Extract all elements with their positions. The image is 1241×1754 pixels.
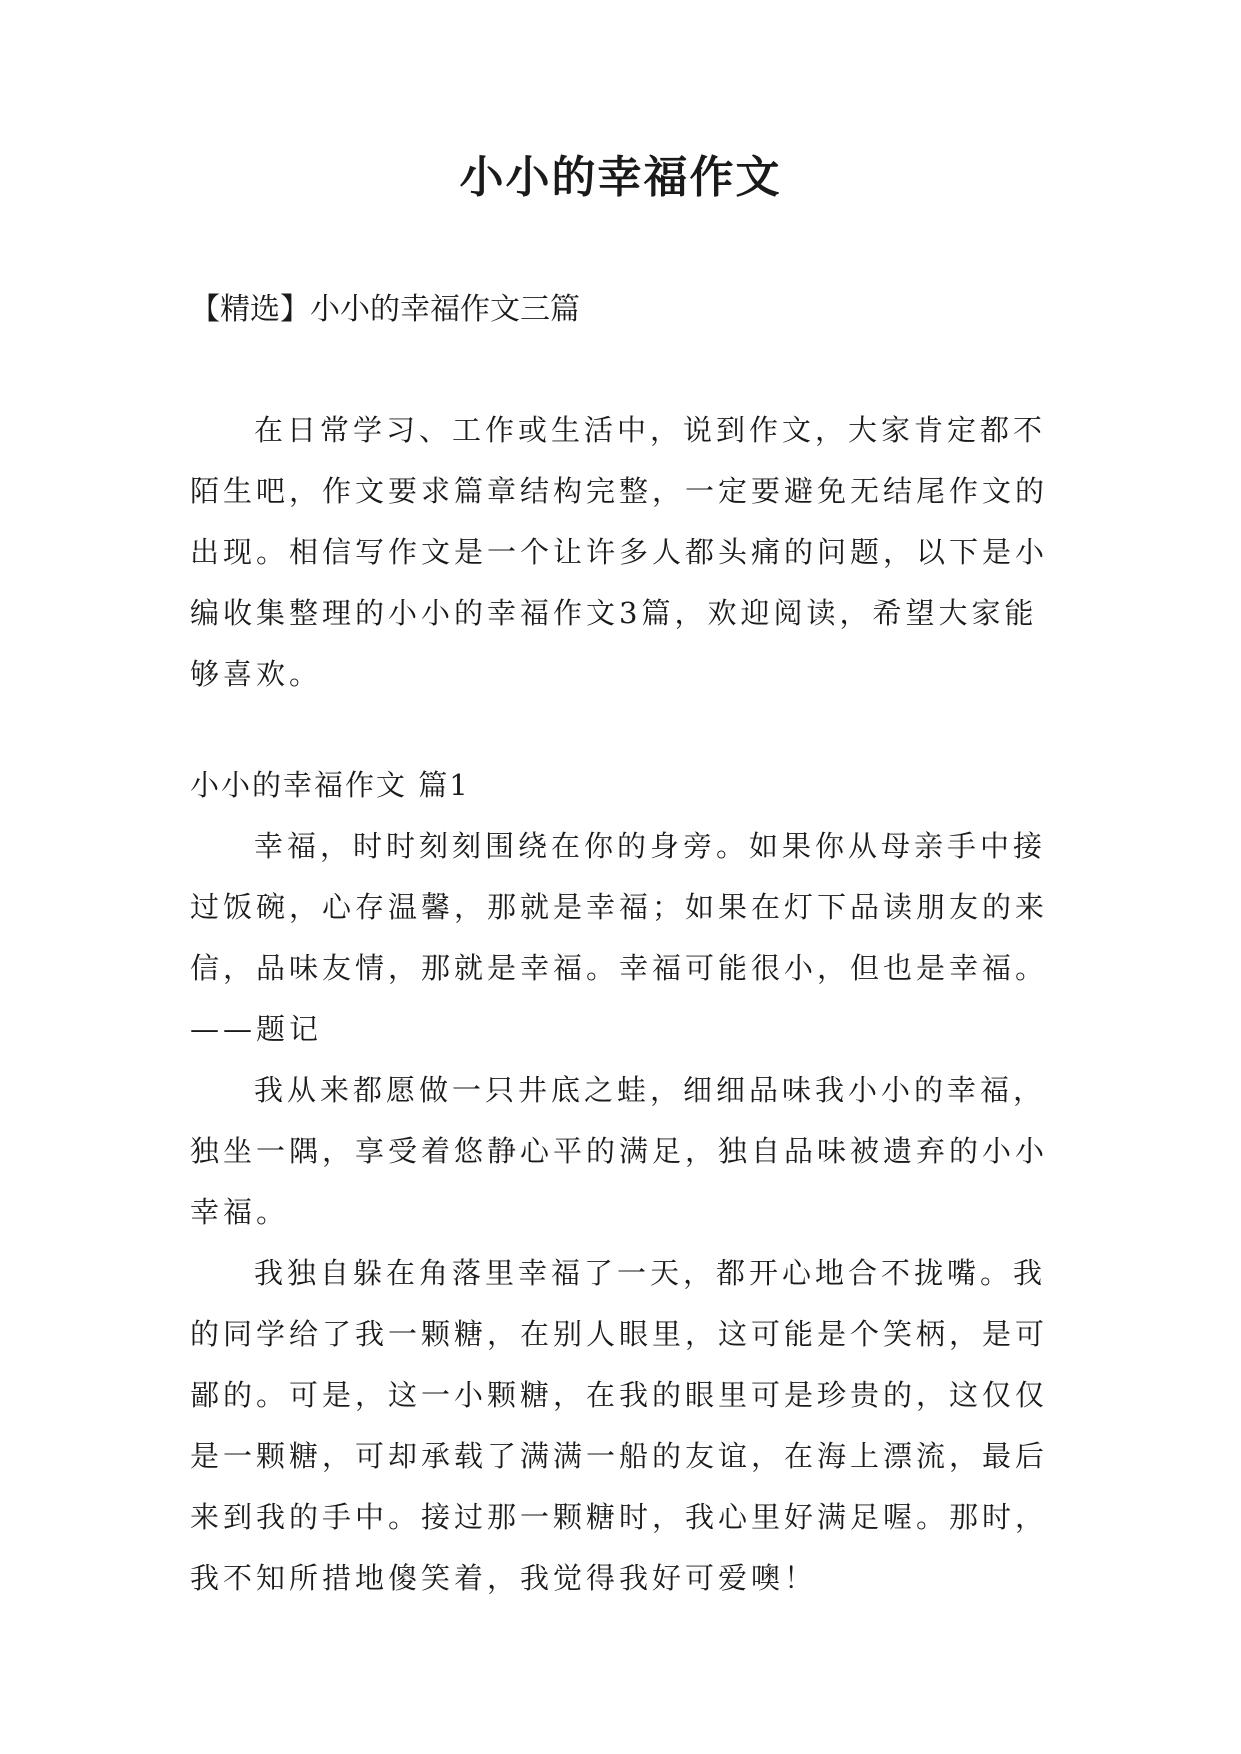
- section-paragraph-2: 我从来都愿做一只井底之蛙，细细品味我小小的幸福，独坐一隅，享受着悠静心平的满足，独自品味被遗弃的小小幸福。: [190, 1073, 1049, 1229]
- intro-paragraph: 在日常学习、工作或生活中，说到作文，大家肯定都不陌生吧，作文要求篇章结构完整，一定要避免无结尾作文的出现。相信写作文是一个让许多人都头痛的问题，以下是小编收集整理的小小的幸福作文3篇，欢迎阅读，希望大家能够喜欢。: [190, 413, 1049, 691]
- section-1: [190, 755, 1070, 1609]
- section-epigraph-mark: ——题记: [190, 1012, 323, 1046]
- document-title: 小小的幸福作文: [459, 152, 782, 203]
- section-heading: 小小的幸福作文 篇1: [190, 768, 470, 802]
- section-paragraph-3: 我独自躲在角落里幸福了一天，都开心地合不拢嘴。我的同学给了我一颗糖，在别人眼里，这可能是个笑柄，是可鄙的。可是，这一小颗糖，在我的眼里可是珍贵的，这仅仅是一颗糖，可却承载了满满一船的友谊，在海上漂流，最后来到我的手中。接过那一颗糖时，我心里好满足喔。那时，我不知所措地傻笑着，我觉得我好可爱噢！: [190, 1256, 1049, 1595]
- document-subtitle: 【精选】小小的幸福作文三篇: [190, 292, 580, 327]
- intro-block: [190, 400, 1070, 705]
- section-paragraph-1: 幸福，时时刻刻围绕在你的身旁。如果你从母亲手中接过饭碗，心存温馨，那就是幸福；如果在灯下品读朋友的来信，品味友情，那就是幸福。幸福可能很小，但也是幸福。: [190, 829, 1049, 985]
